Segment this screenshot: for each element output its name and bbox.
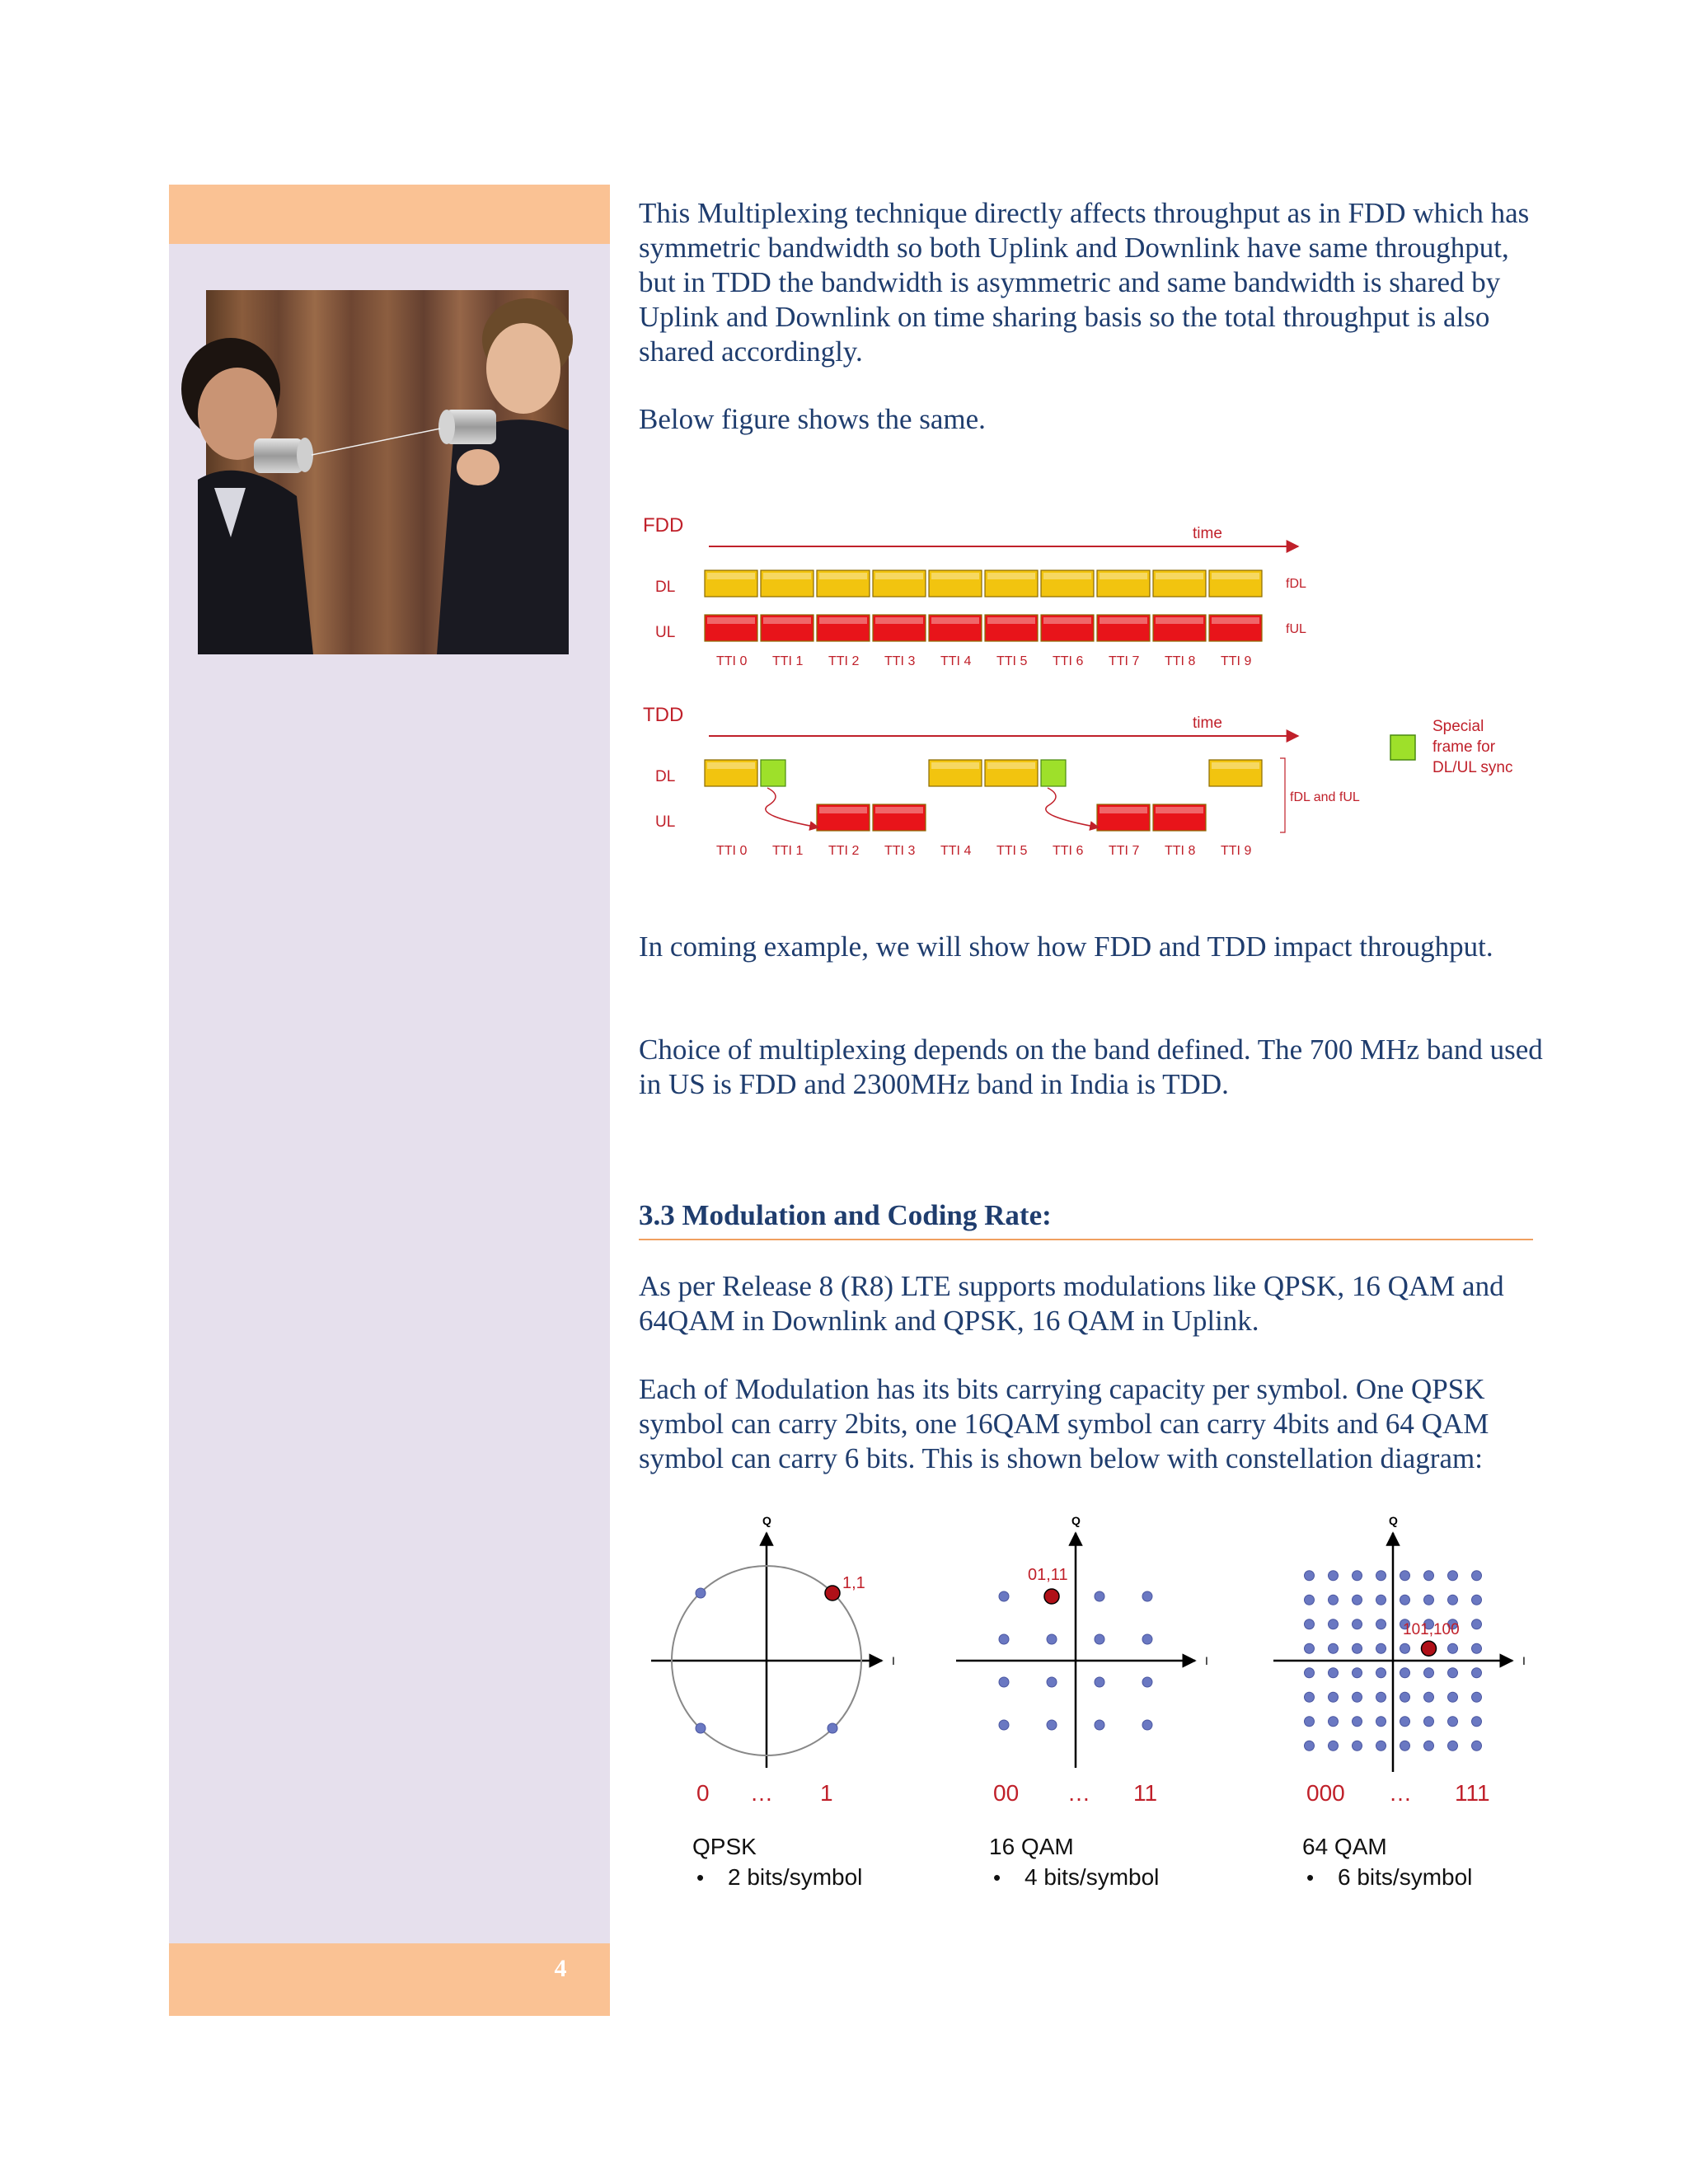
fdd-ul-block-shine: [1156, 617, 1203, 624]
qam64-i-label: I: [1522, 1654, 1526, 1667]
tdd-dl-block-shine: [707, 762, 755, 769]
qam16-point: [1095, 1634, 1104, 1644]
tdd-ul-block-shine: [1100, 807, 1147, 813]
tdd-tti-label: TTI 5: [996, 844, 1028, 858]
qpsk-highlight-label: 1,1: [842, 1574, 865, 1592]
qam64-point: [1472, 1619, 1482, 1629]
qam64-point: [1376, 1741, 1386, 1750]
qam16-point: [1047, 1720, 1057, 1730]
qam64-range-end: 111: [1455, 1780, 1490, 1806]
qam64-title: 64 QAM: [1302, 1834, 1387, 1859]
qam64-point: [1400, 1741, 1410, 1750]
qam16-point: [999, 1677, 1009, 1687]
qam16-point: [1142, 1591, 1152, 1601]
special-frame-legend-text: DL/UL sync: [1432, 759, 1513, 776]
fdd-dl-block-shine: [819, 573, 867, 579]
qam64-point: [1400, 1692, 1410, 1702]
tdd-special-block: [1041, 760, 1066, 786]
qam64-bullet: 6 bits/symbol: [1338, 1864, 1473, 1890]
qam16-highlight-point: [1044, 1589, 1059, 1604]
qam64-point: [1400, 1595, 1410, 1605]
qam64-highlight-point: [1422, 1641, 1437, 1656]
special-frame-legend-text: Special: [1432, 718, 1484, 735]
fdd-ul-block-shine: [763, 617, 811, 624]
fdd-tti-label: TTI 1: [772, 654, 804, 668]
tdd-title: TDD: [643, 704, 684, 726]
tdd-tti-label: TTI 7: [1109, 844, 1140, 858]
qam64-point: [1448, 1717, 1458, 1727]
qam64-point: [1472, 1571, 1482, 1581]
paragraph-band-choice: Choice of multiplexing depends on the band defined. The 700 MHz band used in US is FDD and 2300MHz band in India is TDD.: [639, 1033, 1543, 1100]
qam16-point: [1095, 1720, 1104, 1730]
tdd-tti-label: TTI 2: [828, 844, 860, 858]
paragraph-release8-modulations: As per Release 8 (R8) LTE supports modulations like QPSK, 16 QAM and 64QAM in Downlink and QPSK, 16 QAM in Uplink.: [639, 1270, 1504, 1337]
fdd-dl-block-shine: [707, 573, 755, 579]
qpsk-highlight-point: [825, 1586, 840, 1601]
qam16-point: [1047, 1677, 1057, 1687]
fdd-tdd-figure: [639, 494, 1513, 865]
fdd-tti-label: TTI 6: [1053, 654, 1084, 668]
fdd-tti-label: TTI 8: [1165, 654, 1196, 668]
fdd-dl-block-shine: [1100, 573, 1147, 579]
qam64-point: [1305, 1668, 1315, 1678]
fdd-tti-label: TTI 9: [1221, 654, 1252, 668]
fdd-ful-label: fUL: [1286, 622, 1306, 636]
qam64-point: [1305, 1717, 1315, 1727]
qam64-point: [1424, 1717, 1434, 1727]
qam16-point: [1095, 1591, 1104, 1601]
qpsk-i-label: I: [892, 1654, 895, 1667]
qam64-point: [1305, 1619, 1315, 1629]
qam64-point: [1305, 1741, 1315, 1750]
qam16-point: [999, 1634, 1009, 1644]
qam64-range-start: 000: [1306, 1780, 1345, 1806]
tdd-ul-block-shine: [875, 807, 923, 813]
qam64-point: [1400, 1643, 1410, 1653]
fdd-ul-block-shine: [1212, 617, 1259, 624]
fdd-dl-block-shine: [931, 573, 979, 579]
fdd-dl-label: DL: [655, 579, 676, 596]
fdd-tti-label: TTI 3: [884, 654, 916, 668]
section-heading: 3.3 Modulation and Coding Rate:: [639, 1199, 1052, 1231]
qam64-point: [1305, 1643, 1315, 1653]
tin-can-phone-photo: [206, 290, 569, 654]
constellation-diagrams: [639, 1504, 1545, 1908]
fdd-dl-block-shine: [1156, 573, 1203, 579]
qam64-point: [1448, 1741, 1458, 1750]
qpsk-range-dots: …: [750, 1780, 773, 1806]
tdd-time-label: time: [1193, 715, 1222, 732]
fdd-dl-block-shine: [1212, 573, 1259, 579]
qam64-point: [1400, 1571, 1410, 1581]
qam64-point: [1305, 1595, 1315, 1605]
tdd-tti-label: TTI 0: [716, 844, 748, 858]
qam64-point: [1472, 1643, 1482, 1653]
qpsk-point: [696, 1588, 706, 1598]
constellation-figure: [639, 1504, 1545, 1908]
tdd-tti-label: TTI 4: [940, 844, 972, 858]
qam16-highlight-label: 01,11: [1028, 1566, 1068, 1584]
tdd-special-block: [761, 760, 785, 786]
qam64-point: [1376, 1717, 1386, 1727]
page-number: 4: [554, 1955, 567, 1982]
tdd-fdl-ful-label: fDL and fUL: [1290, 790, 1360, 804]
qam64-bullet-dot: •: [1306, 1865, 1315, 1890]
tdd-tti-label: TTI 1: [772, 844, 804, 858]
qam64-point: [1376, 1668, 1386, 1678]
qam64-point: [1353, 1717, 1362, 1727]
qam64-point: [1472, 1668, 1482, 1678]
qam64-point: [1329, 1571, 1339, 1581]
qam64-point: [1329, 1692, 1339, 1702]
qam64-point: [1329, 1668, 1339, 1678]
fdd-ul-block-shine: [707, 617, 755, 624]
qam64-point: [1353, 1571, 1362, 1581]
qam64-point: [1472, 1741, 1482, 1750]
qam64-point: [1376, 1643, 1386, 1653]
tdd-ul-label: UL: [655, 813, 676, 831]
qam64-point: [1472, 1595, 1482, 1605]
heading-divider: [639, 1239, 1533, 1240]
qpsk-bullet-dot: •: [696, 1865, 705, 1890]
fdd-ul-block-shine: [987, 617, 1035, 624]
paragraph-figure-intro: Below figure shows the same.: [639, 403, 986, 435]
qam64-point: [1424, 1741, 1434, 1750]
fdd-ul-block-shine: [1043, 617, 1091, 624]
paragraph-coming-example: In coming example, we will show how FDD and TDD impact throughput.: [639, 930, 1493, 963]
qam64-point: [1329, 1643, 1339, 1653]
qpsk-range-end: 1: [820, 1780, 833, 1806]
qam64-point: [1329, 1741, 1339, 1750]
qam64-point: [1376, 1595, 1386, 1605]
tdd-switch-arrow: [766, 788, 818, 827]
fdd-tti-label: TTI 2: [828, 654, 860, 668]
qam64-point: [1329, 1717, 1339, 1727]
fdd-tdd-diagram: [639, 494, 1513, 865]
fdd-dl-block-shine: [875, 573, 923, 579]
qam16-title: 16 QAM: [989, 1834, 1074, 1859]
qam16-range-start: 00: [993, 1780, 1020, 1806]
qpsk-range-start: 0: [696, 1780, 710, 1806]
qam16-bullet: 4 bits/symbol: [1025, 1864, 1160, 1890]
qam64-point: [1448, 1595, 1458, 1605]
qam64-point: [1448, 1692, 1458, 1702]
qam64-point: [1424, 1571, 1434, 1581]
qam64-point: [1353, 1643, 1362, 1653]
qpsk-bullet: 2 bits/symbol: [728, 1864, 863, 1890]
qam64-point: [1329, 1619, 1339, 1629]
fdd-tti-label: TTI 7: [1109, 654, 1140, 668]
qam16-bullet-dot: •: [993, 1865, 1001, 1890]
fdd-fdl-label: fDL: [1286, 577, 1306, 591]
qpsk-point: [696, 1723, 706, 1733]
qam64-point: [1353, 1692, 1362, 1702]
qam16-q-label: Q: [1071, 1514, 1081, 1527]
fdd-ul-block-shine: [1100, 617, 1147, 624]
qam64-point: [1448, 1643, 1458, 1653]
qam16-i-label: I: [1205, 1654, 1208, 1667]
qam64-point: [1353, 1619, 1362, 1629]
qam16-point: [999, 1720, 1009, 1730]
qam64-point: [1472, 1692, 1482, 1702]
qam16-point: [1142, 1677, 1152, 1687]
fdd-time-label: time: [1193, 525, 1222, 542]
fdd-title: FDD: [643, 514, 684, 537]
qam64-point: [1400, 1668, 1410, 1678]
qam64-point: [1376, 1619, 1386, 1629]
qam64-point: [1376, 1692, 1386, 1702]
tdd-dl-label: DL: [655, 768, 676, 785]
qam64-point: [1353, 1668, 1362, 1678]
tdd-tti-label: TTI 3: [884, 844, 916, 858]
fdd-ul-label: UL: [655, 624, 676, 641]
qpsk-point: [828, 1723, 837, 1733]
qam16-point: [1095, 1677, 1104, 1687]
qam16-point: [1142, 1720, 1152, 1730]
qam64-point: [1376, 1571, 1386, 1581]
qam64-point: [1424, 1692, 1434, 1702]
paragraph-multiplexing-throughput: This Multiplexing technique directly affects throughput as in FDD which has symmetric bandwidth so both Uplink and Downlink have same throughput, but in TDD the bandwidth is asymmetric and same bandwidth is shared by Uplink and Downlink on time sharing basis so the total throughput is also shared accordingly.: [639, 197, 1530, 368]
fdd-dl-block-shine: [987, 573, 1035, 579]
special-frame-legend-text: frame for: [1432, 738, 1496, 756]
tdd-tti-label: TTI 6: [1053, 844, 1084, 858]
qam16-range-end: 11: [1133, 1780, 1158, 1806]
qam64-point: [1329, 1595, 1339, 1605]
qam64-q-label: Q: [1389, 1514, 1398, 1527]
qam16-range-dots: …: [1067, 1780, 1090, 1806]
tdd-ul-block-shine: [1156, 807, 1203, 813]
qam64-point: [1305, 1692, 1315, 1702]
qam64-point: [1448, 1668, 1458, 1678]
qpsk-q-label: Q: [762, 1514, 771, 1527]
fdd-dl-block-shine: [1043, 573, 1091, 579]
qam64-point: [1424, 1595, 1434, 1605]
qam64-point: [1353, 1595, 1362, 1605]
fdd-dl-block-shine: [763, 573, 811, 579]
qam64-point: [1353, 1741, 1362, 1750]
tdd-dl-block-shine: [931, 762, 979, 769]
qam64-point: [1424, 1668, 1434, 1678]
paragraph-bits-per-symbol: Each of Modulation has its bits carrying capacity per symbol. One QPSK symbol can carry 2bits, one 16QAM symbol can carry 4bits and 64 QAM symbol can carry 6 bits. This is shown below with constellation diagram:: [639, 1373, 1489, 1474]
fdd-ul-block-shine: [819, 617, 867, 624]
qam16-point: [1047, 1634, 1057, 1644]
tdd-tti-label: TTI 8: [1165, 844, 1196, 858]
tdd-dl-block-shine: [987, 762, 1035, 769]
fdd-ul-block-shine: [875, 617, 923, 624]
fdd-ul-block-shine: [931, 617, 979, 624]
qam16-point: [1142, 1634, 1152, 1644]
qam64-highlight-label: 101,100: [1403, 1621, 1460, 1638]
qam16-point: [999, 1591, 1009, 1601]
fdd-tti-label: TTI 0: [716, 654, 748, 668]
qam64-point: [1472, 1717, 1482, 1727]
qam64-point: [1400, 1717, 1410, 1727]
special-frame-legend-swatch: [1390, 735, 1415, 760]
qam64-point: [1448, 1571, 1458, 1581]
tdd-dl-block-shine: [1212, 762, 1259, 769]
tdd-ul-block-shine: [819, 807, 867, 813]
tdd-bracket: [1280, 758, 1285, 832]
qpsk-title: QPSK: [692, 1834, 757, 1859]
tdd-switch-arrow: [1046, 788, 1099, 827]
fdd-tti-label: TTI 5: [996, 654, 1028, 668]
qam64-range-dots: …: [1389, 1780, 1412, 1806]
qam64-point: [1305, 1571, 1315, 1581]
sidebar-header-band: [169, 185, 610, 244]
tdd-tti-label: TTI 9: [1221, 844, 1252, 858]
fdd-tti-label: TTI 4: [940, 654, 972, 668]
